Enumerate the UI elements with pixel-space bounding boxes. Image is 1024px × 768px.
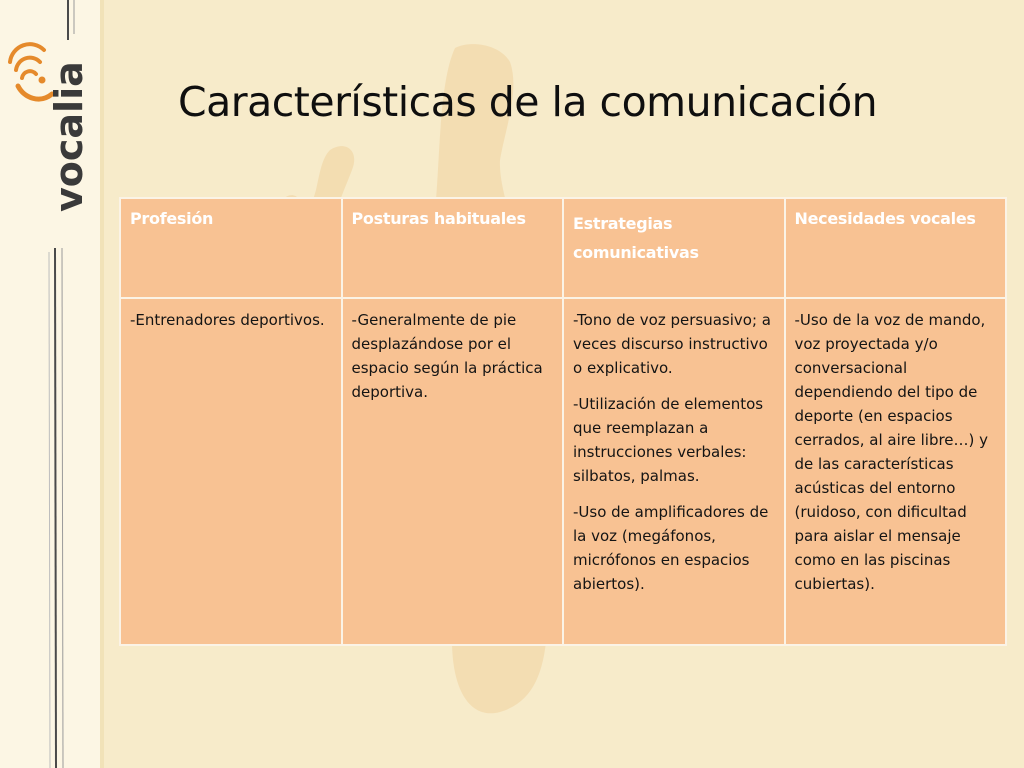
- estrategias-paragraph: -Tono de voz persuasivo; a veces discurso instructivo o explicativo.: [573, 311, 771, 377]
- communication-table: [119, 197, 1007, 646]
- cell-necesidades: -Uso de la voz de mando, voz proyectada y/o conversacional dependiendo del tipo de deporte (en espacios cerrados, al aire libre…) y de las características acústicas del entorno (ruidoso, con dificultad para aislar el mensaje como en las piscinas cubiertas).: [785, 298, 1007, 645]
- slide-title: Características de la comunicación: [178, 78, 878, 126]
- cell-profesion: -Entrenadores deportivos.: [120, 298, 342, 645]
- brand-strip-edge: [100, 0, 104, 768]
- sound-waves-icon: [10, 44, 52, 99]
- cell-posturas: -Generalmente de pie desplazándose por el espacio según la práctica deportiva.: [342, 298, 564, 645]
- logo-text: vocalia: [47, 61, 91, 212]
- header-posturas: Posturas habituales: [342, 198, 564, 298]
- header-necesidades: Necesidades vocales: [785, 198, 1007, 298]
- table-row: [120, 298, 1006, 645]
- estrategias-paragraph: -Utilización de elementos que reemplazan a instrucciones verbales: silbatos, palmas.: [573, 395, 764, 485]
- cell-estrategias: [563, 298, 785, 645]
- estrategias-paragraph: -Uso de amplificadores de la voz (megáfonos, micrófonos en espacios abiertos).: [573, 503, 769, 593]
- vocalia-logo: [0, 0, 100, 768]
- header-profesion: Profesión: [120, 198, 342, 298]
- table-header-row: [120, 198, 1006, 298]
- header-estrategias: Estrategias comunicativas: [563, 198, 785, 298]
